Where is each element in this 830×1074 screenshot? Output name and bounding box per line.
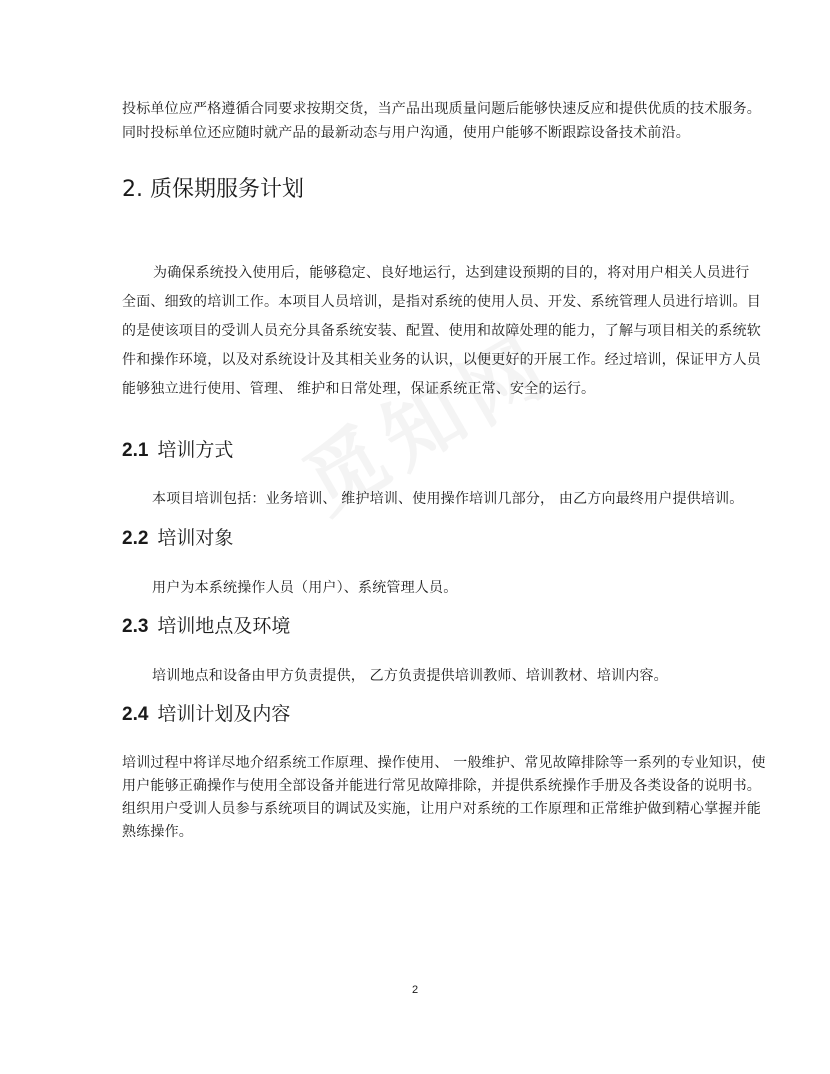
subsection-title: 培训计划及内容 xyxy=(157,703,291,725)
subsection-text-2-4: 培训过程中将详尽地介绍系统工作原理、操作使用、 一般维护、常见故障排除等一系列的专业知识，使用户能够正确操作与使用全部设备并能进行常见故障排除，并提供系统操作手册及各类设备的说明书。组织用户受训人员参与系统项目的调试及实施，让用户对系统的工作原理和正常维护做到精心掌握并能熟练操作。 xyxy=(122,755,766,840)
subsection-text-2-2: 用户为本系统操作人员（用户）、系统管理人员。 xyxy=(152,580,458,596)
subsection-heading-2-2 xyxy=(122,524,233,553)
subsection-heading-2-4 xyxy=(122,700,290,729)
subsection-heading-2-1 xyxy=(122,436,233,465)
subsection-title: 培训方式 xyxy=(157,439,234,461)
subsection-number: 2.2 xyxy=(122,528,149,549)
subsection-title: 培训对象 xyxy=(157,527,234,549)
intro-paragraph: 投标单位应严格遵循合同要求按期交货，当产品出现质量问题后能够快速反应和提供优质的技术服务。同时投标单位还应随时就产品的最新动态与用户沟通，使用户能够不断跟踪设备技术前沿。 xyxy=(122,101,761,141)
subsection-number: 2.3 xyxy=(122,616,149,637)
subsection-number: 2.4 xyxy=(122,704,149,725)
section-paragraph: 为确保系统投入使用后，能够稳定、良好地运行，达到建设预期的目的，将对用户相关人员进行全面、细致的培训工作。本项目人员培训，是指对系统的使用人员、开发、系统管理人员进行培训。目的是使该项目的受训人员充分具备系统安装、配置、使用和故障处理的能力，了解与项目相关的系统软件和操作环境，以及对系统设计及其相关业务的认识，以便更好的开展工作。经过培训，保证甲方人员能够独立进行使用、管理、 维护和日常处理，保证系统正常、安全的运行。 xyxy=(122,265,761,397)
page-number: 2 xyxy=(411,984,419,996)
subsection-text-2-1: 本项目培训包括：业务培训、 维护培训、使用操作培训几部分， 由乙方向最终用户提供培训。 xyxy=(152,491,744,507)
subsection-title: 培训地点及环境 xyxy=(157,615,291,637)
section-title: 2. 质保期服务计划 xyxy=(122,177,304,202)
subsection-text-2-3: 培训地点和设备由甲方负责提供， 乙方负责提供培训教师、培训教材、培训内容。 xyxy=(152,668,668,684)
subsection-heading-2-3 xyxy=(122,612,290,641)
subsection-number: 2.1 xyxy=(122,440,149,461)
